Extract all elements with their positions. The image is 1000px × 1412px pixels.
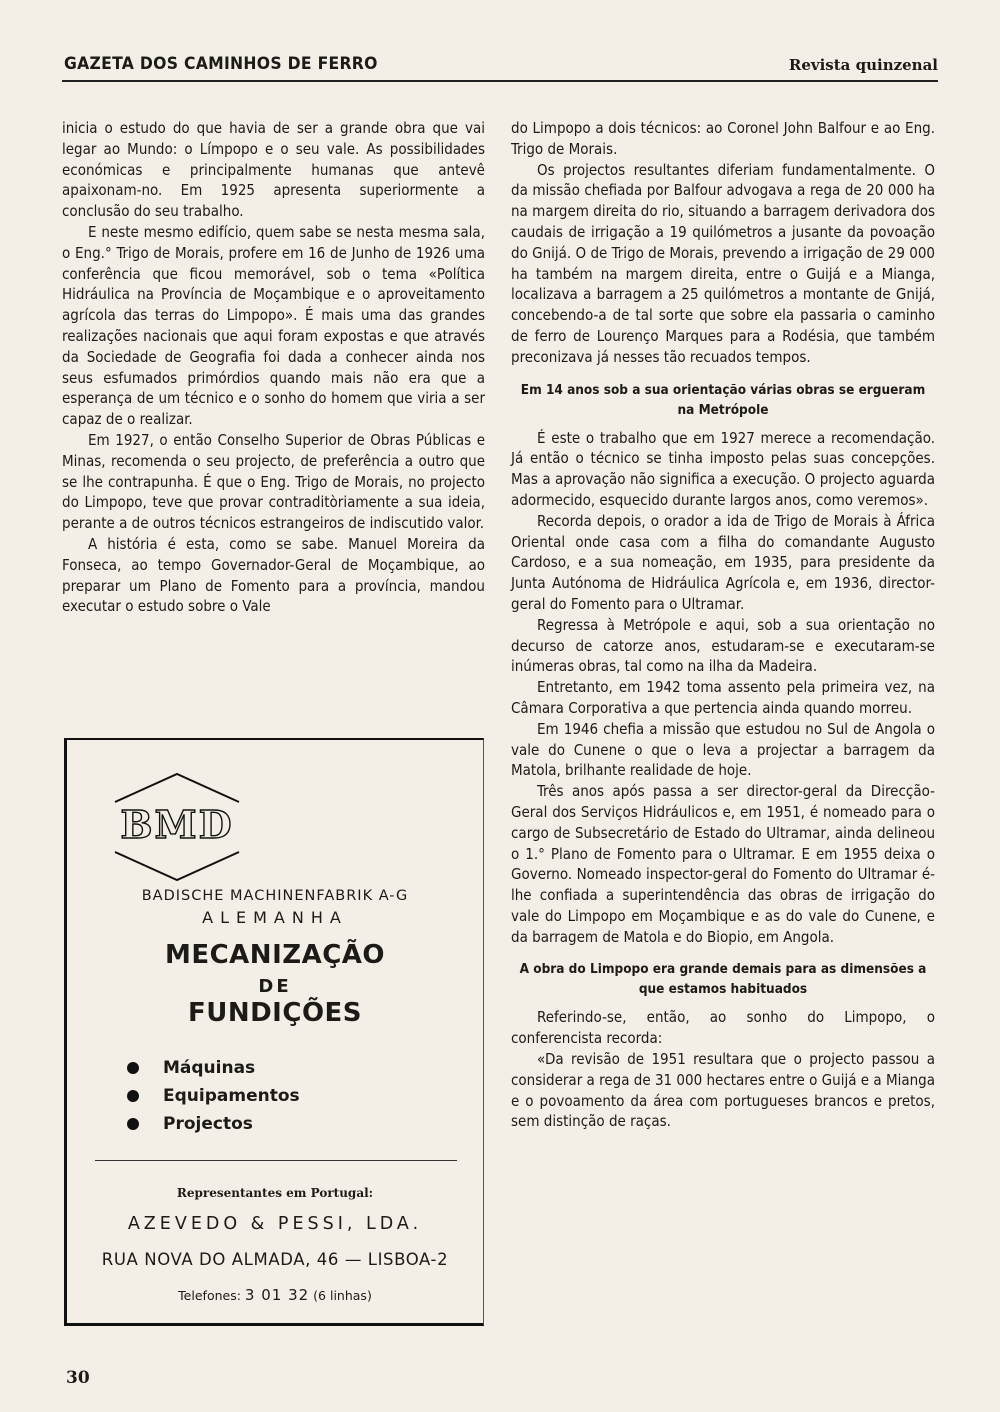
ad-headline: DE (258, 976, 292, 997)
advertiser-name: BADISCHE MACHINENFABRIK A-G (141, 888, 409, 904)
divider (95, 1160, 457, 1161)
running-header (62, 50, 938, 82)
reps-label: Representantes em Portugal: (176, 1186, 374, 1200)
ad-item: Projectos (127, 1114, 300, 1142)
left-column (62, 118, 485, 617)
paragraph: E neste mesmo edifício, quem sabe se nesta mesma sala, o Eng.° Trigo de Morais, profere em 16 de Junho de 1926 uma conferência que ficou memorável, sob o tema «Política Hidráulica na Província de Moçambique e o aproveitamento agrícola das terras do Limpopo». É mais uma das grandes realizações nacionais que aqui foram expostas e que através da Sociedade de Geografia foi dada a conhecer ainda nos seus esfumados primórdios quando mais não era que a esperança de um técnico e o sonho do homem que viria a ser capaz de o realizar. (62, 222, 485, 429)
paragraph: Recorda depois, o orador a ida de Trigo de Morais à África Oriental onde casa com a filha do comandante Augusto Cardoso, e a sua nomeação, em 1935, para presidente da Junta Autónoma de Hidráulica Agrícola e, em 1936, director-geral do Fomento para o Ultramar. (511, 511, 935, 613)
paragraph: «Da revisão de 1951 resultara que o projecto passou a considerar a rega de 31 000 hectares entre o Guijá e a Mianga e o povoamento da área com portugueses brancos e pretos, sem distinção de raças. (511, 1050, 935, 1131)
firm-address: RUA NOVA DO ALMADA, 46 — LISBOA-2 (101, 1250, 449, 1269)
journal-subtitle: Revista quinzenal (788, 56, 938, 74)
paragraph: Três anos após passa a ser director-geral da Direcção-Geral dos Serviços Hidráulicos e, em 1951, é nomeado para o cargo de Subsecretário de Estado do Ultramar, ainda delineou o 1.° Plano de Fomento para o Ultramar. E em 1955 deixa o Governo. Nomeado inspector-geral do Fomento do Ultramar é-lhe confiada a superintendência das obras de irrigação do vale do Limpopo em Moçambique e as do vale do Cunene, e da barragem de Matola e do Biopio, em Angola. (511, 782, 935, 946)
page-number: 30 (66, 1368, 90, 1388)
firm-phone: Telefones: 3 01 32 (6 linhas) (178, 1286, 372, 1304)
section-heading: Em 14 anos sob a sua orientação várias obras se ergueram na Metrópole (520, 381, 926, 418)
bullet-icon (127, 1118, 139, 1130)
section-heading: A obra do Limpopo era grande demais para as dimensões a que estamos habituados (519, 961, 927, 998)
paragraph: A história é esta, como se sabe. Manuel Moreira da Fonseca, ao tempo Governador-Geral de Moçambique, ao preparar um Plano de Fomento para a província, mandou executar o estudo sobre o Vale (62, 534, 485, 616)
logo-text: BMD (120, 802, 234, 847)
paragraph: É este o trabalho que em 1927 merece a recomendação. Já então o técnico se tinha imposto pelas suas concepções. Mas a aprovação não significa a execução. O projecto aguarda adormecido, esquecido durante largos anos, como veremos». (511, 428, 935, 509)
ad-item: Máquinas (127, 1058, 300, 1086)
bullet-icon (127, 1090, 139, 1102)
paragraph: do Limpopo a dois técnicos: ao Coronel John Balfour e ao Eng. Trigo de Morais. (511, 119, 935, 158)
ad-headline: MECANIZAÇÃO (164, 940, 386, 970)
paragraph: Em 1927, o então Conselho Superior de Obras Públicas e Minas, recomenda o seu projecto, de preferência a outro que se lhe contrapunha. É que o Eng. Trigo de Morais, no projecto do Limpopo, teve que provar contraditòriamente a sua ideia, perante a de outros técnicos estrangeiros de indiscutido valor. (62, 430, 485, 533)
advertiser-country: ALEMANHA (202, 908, 348, 927)
right-column (511, 118, 935, 1132)
bullet-icon (127, 1062, 139, 1074)
paragraph: Entretanto, em 1942 toma assento pela primeira vez, na Câmara Corporativa a que pertencia ainda quando morreu. (511, 678, 935, 717)
bmd-advertisement (64, 738, 484, 1326)
representative-firm: AZEVEDO & PESSI, LDA. (127, 1214, 423, 1234)
paragraph: inicia o estudo do que havia de ser a grande obra que vai legar ao Mundo: o Límpopo e o seu vale. As possibilidades económicas e principalmente humanas que antevê apaixonam-no. Em 1925 apresenta superiormente a conclusão do seu trabalho. (62, 119, 485, 221)
paragraph: Os projectos resultantes diferiam fundamentalmente. O da missão chefiada por Balfour advogava a rega de 20 000 ha na margem direita do rio, situando a barragem derivadora dos caudais de irrigação a 19 quilómetros a jusante da povoação do Gnijá. O de Trigo de Morais, prevendo a irrigação de 29 000 ha também na margem direita, entre o Guijá e a Mianga, localizava a barragem a 25 quilómetros a montante de Gnijá, concebendo-a de tal sorte que sobre ela passaria o caminho de ferro de Lourenço Marques para a Rodésia, que também preconizava já nesses tão recuados tempos. (511, 160, 935, 366)
paragraph: Em 1946 chefia a missão que estudou no Sul de Angola o vale do Cunene o que o leva a projectar a barragem da Matola, brilhante realidade de hoje. (511, 719, 935, 780)
ad-items (127, 1058, 300, 1142)
paragraph: Referindo-se, então, ao sonho do Limpopo, o conferencista recorda: (511, 1008, 935, 1048)
paragraph: Regressa à Metrópole e aqui, sob a sua orientação no decurso de catorze anos, estudaram-se e executaram-se inúmeras obras, tal como na ilha da Madeira. (511, 615, 935, 676)
bmd-logo-icon (107, 772, 247, 882)
ad-headline: FUNDIÇÕES (187, 998, 363, 1028)
journal-title: GAZETA DOS CAMINHOS DE FERRO (64, 54, 378, 74)
ad-item: Equipamentos (127, 1086, 300, 1114)
